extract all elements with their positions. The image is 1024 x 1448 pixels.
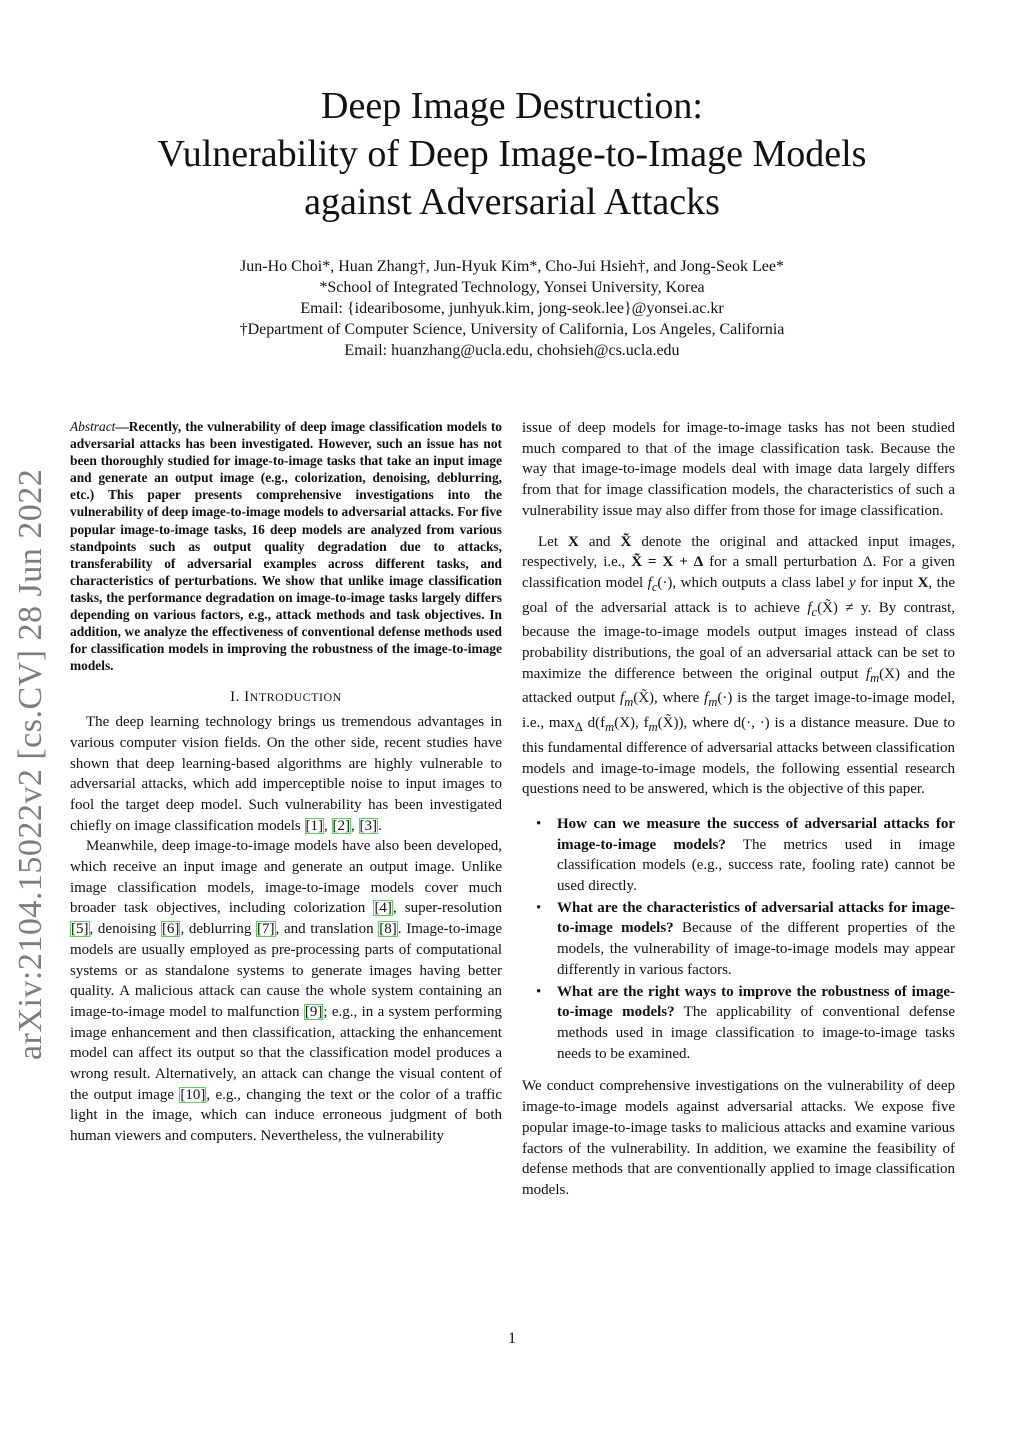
citation-10[interactable]: [10] (180, 1086, 206, 1103)
title-line-2: Vulnerability of Deep Image-to-Image Models (157, 133, 867, 175)
p4-l: (·) is the target image-to-image model, i.e., max (522, 690, 955, 732)
paper-title (80, 82, 944, 226)
p4-i: . By contrast, because the image-to-image models output images instead of class probability distributions, the goal of an adversarial attack can be set to maximize the difference between the original output (522, 599, 955, 682)
right-column (522, 418, 955, 1201)
intro-paragraph-4 (522, 532, 955, 800)
p4-d: for a small perturbation Δ. For a given classification model (522, 554, 956, 591)
list-item (522, 814, 955, 897)
math-X-tilde: X̃ (620, 533, 632, 550)
arxiv-stamp: arXiv:2104.15022v2 [cs.CV] 28 Jun 2022 (12, 468, 49, 1060)
page-number: 1 (508, 1330, 516, 1347)
list-item (522, 982, 955, 1065)
citation-3[interactable]: [3] (359, 817, 378, 834)
p4-e: (·), which outputs a class label (657, 574, 850, 591)
citation-6[interactable]: [6] (161, 921, 180, 938)
bullet-icon: • (536, 899, 542, 916)
affiliation-ucla: †Department of Computer Science, University of California, Los Angeles, California (239, 321, 785, 338)
p4-b: and (578, 533, 621, 550)
p4-n: (X), f (614, 715, 649, 732)
math-f-c-sub: c (651, 579, 658, 594)
intro-p2-text-g: ; e.g., in a system performing image enhancement and then classification, attacking the enhancement model can affect its output so that the classification model produces a wrong result. Alternatively, an attack can change the visual content of the output image (70, 1003, 503, 1103)
intro-p2-text-f: . Image-to-image models are usually employed as pre-processing parts of computational systems or as standalone systems to generate images having better quality. A malicious attack can cause the whole system containing an image-to-image model to malfunction (70, 921, 502, 1020)
title-line-1: Deep Image Destruction: (321, 85, 703, 127)
bullet-icon: • (536, 983, 542, 1000)
title-line-3: against Adversarial Attacks (304, 181, 720, 223)
math-f-m-sub-4: m (605, 720, 615, 735)
question-2-text: Because of the different properties of the models, the vulnerability of image-to-image models may appear differently in various factors. (557, 920, 955, 978)
research-questions-list (522, 814, 955, 1064)
p4-a: Let (538, 533, 568, 550)
math-f-m-3: f (704, 690, 709, 707)
left-column (70, 418, 502, 1147)
citation-7[interactable]: [7] (257, 921, 275, 938)
section-title: NTRODUCTION (249, 690, 342, 705)
p4-k: (X̃), where (633, 690, 705, 707)
question-3-bold: What are the right ways to improve the robustness of image-to-image models? (557, 983, 955, 1021)
intro-p2-text-c: , denoising (89, 921, 161, 938)
p4-j: (X) and the attacked output (522, 665, 955, 707)
math-eq-perturbation: X̃ = X + Δ (631, 554, 704, 571)
citation-8[interactable]: [8] (379, 921, 397, 938)
math-f-m: f (865, 665, 871, 682)
math-f-m-sub-3: m (708, 695, 718, 710)
citation-2[interactable]: [2] (332, 817, 351, 834)
citation-5[interactable]: [5] (71, 921, 89, 938)
intro-paragraph-1: The deep learning technology brings us tremendous advantages in various computer vision fields. On the other side, recent studies have shown that deep learning-based algorithms are highly vulnerable to adversarial attacks, which add imperceptible noise to input images to fool the target deep model. Such vulnerability has been investigated chiefly on image classification models [1], [2], [3]. (70, 714, 502, 834)
math-y: y (849, 574, 856, 591)
list-item (522, 898, 955, 981)
math-delta-sub: Δ (574, 720, 583, 735)
math-f-m-sub-5: m (648, 720, 658, 735)
section-heading-introduction (70, 687, 502, 708)
math-f-c-sub-2: c (811, 604, 818, 619)
intro-paragraph-2 (70, 836, 502, 1147)
email-ucla: Email: huanzhang@ucla.edu, chohsieh@cs.ucla.edu (344, 342, 680, 359)
question-3-text: The applicability of conventional defense methods used in image classification to image-to-image tasks needs to be examined. (557, 1004, 955, 1062)
author-names: Jun-Ho Choi*, Huan Zhang†, Jun-Hyuk Kim*, Cho-Jui Hsieh†, and Jong-Seok Lee* (240, 258, 784, 275)
bullet-icon: • (536, 815, 542, 832)
abstract-text: —Recently, the vulnerability of deep image classification models to adversarial attacks has been investigated. However, such an issue has not been thoroughly studied for image-to-image tasks that take an input image and generate an output image (e.g., colorization, denoising, deblurring, etc.) This paper presents comprehensive investigations into the vulnerability of deep image-to-image models to adversarial attacks. For five popular image-to-image tasks, 16 deep models are analyzed from various standpoints such as output quality degradation due to attacks, transferability of adversarial examples across different tasks, and characteristics of perturbations. We show that unlike image classification tasks, the performance degradation on image-to-image tasks largely differs depending on various factors, e.g., attack methods and task objectives. In addition, we analyze the effectiveness of conventional defense methods used for classification models in improving the robustness of the image-to-image models. (70, 419, 502, 674)
question-2-bold: What are the characteristics of adversarial attacks for image-to-image models? (557, 899, 955, 937)
math-X-2: X (917, 574, 929, 591)
intro-p2-text-h: , e.g., changing the text or the color of a traffic light in the image, which can induce erroneous judgment of both human viewers and computers. Nevertheless, the vulnerability (70, 1086, 503, 1145)
affiliation-yonsei: *School of Integrated Technology, Yonsei University, Korea (319, 279, 705, 296)
question-1-bold: How can we measure the success of adversarial attacks for image-to-image models? (557, 815, 955, 853)
math-f-c-2: f (807, 599, 812, 616)
intro-p2-text-d: , deblurring (180, 921, 257, 938)
email-yonsei: Email: {idearibosome, junhyuk.kim, jong-seok.lee}@yonsei.ac.kr (300, 300, 724, 317)
math-X: X (568, 533, 579, 550)
math-f-m-2: f (620, 690, 625, 707)
intro-p2-text-b: , super-resolution (392, 900, 502, 917)
p4-g: , the goal of the adversarial attack is to achieve (522, 574, 956, 616)
section-number: I. I (230, 689, 250, 706)
author-block (80, 256, 944, 361)
citation-9[interactable]: [9] (304, 1003, 323, 1020)
math-f-c: f (647, 574, 652, 591)
p4-c: denote the original and attacked input images, respectively, i.e., (522, 533, 955, 571)
intro-paragraph-3: issue of deep models for image-to-image tasks has not been studied much compared to that of the image classification task. Because the way that image-to-image models deal with image data largely differs from that for image classification models, the characteristics of such a vulnerability issue may also differ from those for image classification. (522, 420, 955, 519)
math-f-m-sub-2: m (624, 695, 634, 710)
intro-paragraph-5: We conduct comprehensive investigations on the vulnerability of deep image-to-image models against adversarial attacks. We expose five popular image-to-image tasks to malicious attacks and examine various factors of the vulnerability. In addition, we examine the feasibility of defense methods that are conventionally applied to image classification models. (522, 1078, 955, 1198)
p4-m: d(f (582, 715, 606, 732)
abstract-lead: Abstract (70, 419, 116, 434)
p4-o: (X̃)), where d(·, ·) is a distance measure. Due to this fundamental difference of adversarial attacks between classification models and image-to-image models, the following essential research questions need to be answered, which is the objective of this paper. (522, 715, 956, 798)
abstract (70, 418, 502, 674)
intro-p2-text-a: Meanwhile, deep image-to-image models have also been developed, which receive an input image and generate an output image. Unlike image classification models, image-to-image models cover much broader task objectives, including colorization (70, 838, 502, 917)
intro-p2-text-e: , and translation (275, 921, 379, 938)
p4-f: for input (855, 574, 918, 591)
question-1-text: The metrics used in image classification models (e.g., success rate, fooling rate) cannot be used directly. (557, 836, 955, 895)
citation-4[interactable]: [4] (374, 900, 392, 917)
intro-p1-text: The deep learning technology brings us tremendous advantages in various computer vision fields. On the other side, recent studies have shown that deep learning-based algorithms are highly vulnerable to adversarial attacks, which add imperceptible noise to input images to fool the target deep model. Such vulnerability has been investigated chiefly on image classification models (70, 714, 502, 834)
citation-1[interactable]: [1] (305, 817, 324, 834)
p4-h: (X̃) ≠ y (817, 599, 868, 616)
math-f-m-sub: m (870, 670, 880, 685)
